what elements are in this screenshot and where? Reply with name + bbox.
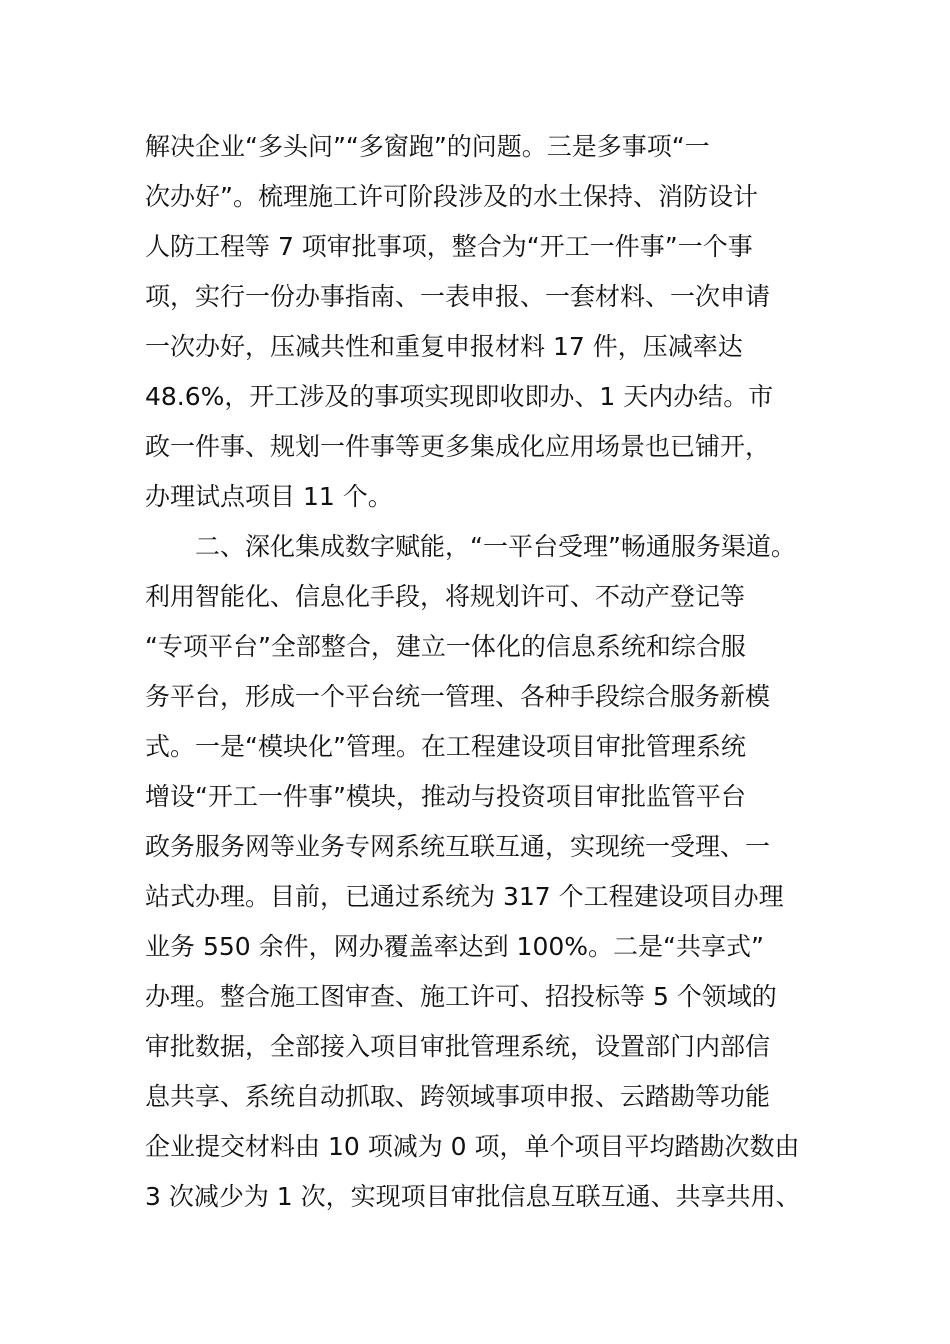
text-line: 政务服务网等业务专网系统互联互通，实现统一受理、一	[145, 832, 771, 861]
text-line: 业务 550 余件，网办覆盖率达到 100%。二是“共享式”	[145, 932, 764, 961]
text-line: “专项平台”全部整合，建立一体化的信息系统和综合服	[145, 632, 746, 661]
text-line: 政一件事、规划一件事等更多集成化应用场景也已铺开，	[145, 432, 771, 461]
text-line: 企业提交材料由 10 项减为 0 项，单个项目平均踏勘次数由	[145, 1132, 800, 1161]
text-line: 一次办好，压减共性和重复申报材料 17 件，压减率达	[145, 332, 743, 361]
text-line: 办理试点项目 11 个。	[145, 482, 393, 511]
section-heading-line: 二、深化集成数字赋能，“一平台受理”畅通服务渠道。	[195, 532, 796, 561]
text-line: 审批数据，全部接入项目审批管理系统，设置部门内部信	[145, 1032, 771, 1061]
text-line: 48.6%，开工涉及的事项实现即收即办、1 天内办结。市	[145, 382, 774, 411]
text-line: 站式办理。目前，已通过系统为 317 个工程建设项目办理	[145, 882, 784, 911]
text-line: 办理。整合施工图审查、施工许可、招投标等 5 个领域的	[145, 982, 777, 1011]
text-line: 息共享、系统自动抓取、跨领域事项申报、云踏勘等功能	[145, 1082, 771, 1111]
text-line: 式。一是“模块化”管理。在工程建设项目审批管理系统	[145, 732, 746, 761]
text-line: 增设“开工一件事”模块，推动与投资项目审批监管平台	[145, 782, 746, 811]
text-line: 解决企业“多头问”“多窗跑”的问题。三是多事项“一	[145, 132, 710, 161]
text-line: 人防工程等 7 项审批事项，整合为“开工一件事”一个事	[145, 232, 753, 261]
text-line: 项，实行一份办事指南、一表申报、一套材料、一次申请	[145, 282, 771, 311]
text-line: 利用智能化、信息化手段，将规划许可、不动产登记等	[145, 582, 746, 611]
text-line: 3 次减少为 1 次，实现项目审批信息互联互通、共享共用、	[145, 1182, 801, 1211]
text-line: 务平台，形成一个平台统一管理、各种手段综合服务新模	[145, 682, 771, 711]
text-line: 次办好”。梳理施工许可阶段涉及的水土保持、消防设计	[145, 182, 758, 211]
